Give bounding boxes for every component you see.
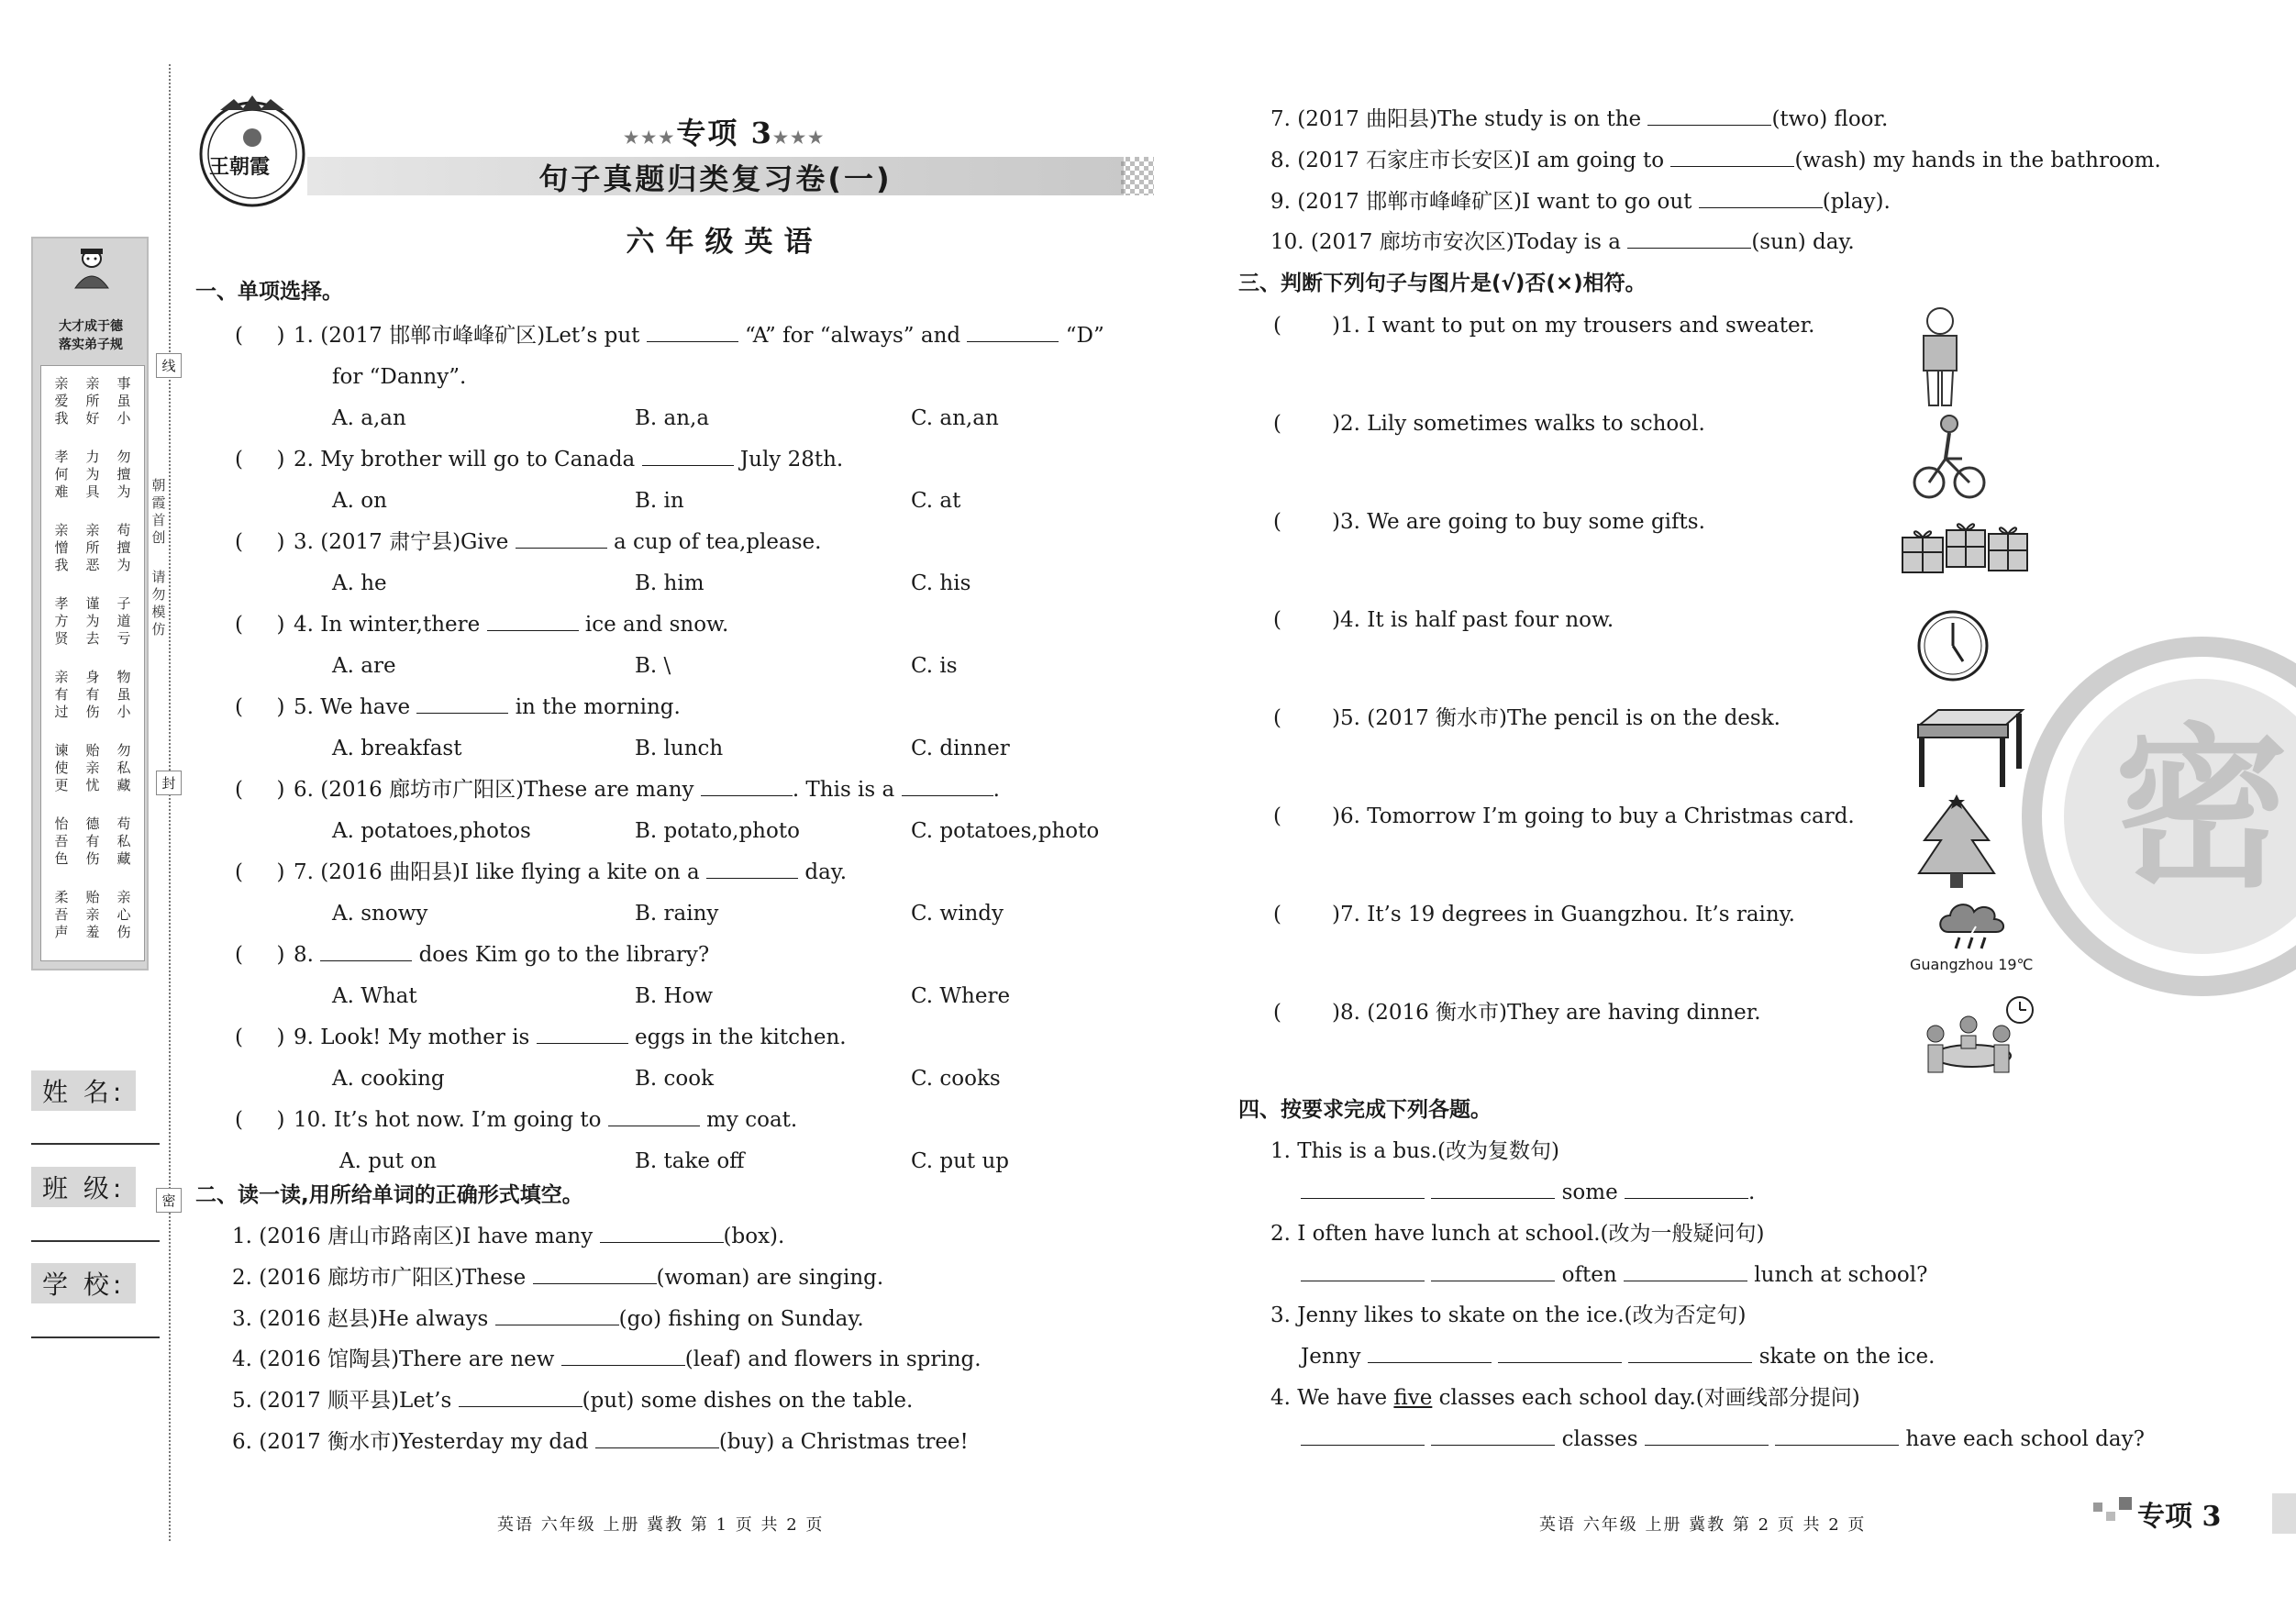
judgment-statement: )3. We are going to buy some gifts. <box>1332 510 1705 534</box>
answer-blank[interactable] <box>1624 1262 1747 1281</box>
class-label: 班 级: <box>31 1167 136 1207</box>
answer-line <box>1301 1425 2145 1453</box>
answer-blank[interactable] <box>647 323 738 342</box>
question-text: 7. (2016 曲阳县)I like flying a kite on a <box>294 860 700 884</box>
question-text: in the morning. <box>515 695 681 719</box>
judgment-bracket[interactable]: ( <box>1273 804 1281 828</box>
part4-heading: 四、按要求完成下列各题。 <box>1238 1098 1492 1122</box>
answer-option[interactable]: C. dinner <box>911 737 1010 760</box>
part2-heading: 二、读一读,用所给单词的正确形式填空。 <box>195 1183 583 1207</box>
judgment-statement: )1. I want to put on my trousers and sweater. <box>1332 314 1815 338</box>
item-text: (sun) day. <box>1751 230 1855 255</box>
proverb-column: 子 道 亏 <box>116 595 131 647</box>
item-text: 5. (2017 顺平县)Let’s <box>232 1389 452 1414</box>
answer-option[interactable]: C. is <box>911 654 958 678</box>
judgment-statement: )4. It is half past four now. <box>1332 608 1614 632</box>
answer-blank[interactable] <box>495 1306 619 1325</box>
answer-blank[interactable] <box>1647 106 1771 126</box>
answer-blank[interactable] <box>1498 1344 1622 1363</box>
answer-option[interactable]: B. an,a <box>635 406 710 430</box>
underlined-word: five <box>1393 1385 1433 1410</box>
answer-blank[interactable] <box>1431 1262 1555 1281</box>
answer-blank[interactable] <box>1627 229 1751 249</box>
answer-option[interactable]: B. How <box>635 984 714 1008</box>
question-stem <box>294 776 1000 804</box>
judgment-statement: )2. Lily sometimes walks to school. <box>1332 412 1705 436</box>
answer-blank[interactable] <box>459 1388 582 1407</box>
answer-blank[interactable] <box>967 323 1059 342</box>
proverb-column: 谏 使 更 <box>54 742 69 793</box>
answer-bracket[interactable]: ( ) <box>235 324 285 348</box>
margin-motto <box>37 317 145 354</box>
answer-option[interactable]: B. \ <box>635 654 671 678</box>
answer-bracket[interactable]: ( ) <box>235 943 285 967</box>
fill-in-item <box>1270 228 1855 256</box>
fold-label: 线 <box>156 353 182 378</box>
answer-option[interactable]: B. lunch <box>635 737 724 760</box>
answer-blank[interactable] <box>537 1025 628 1044</box>
answer-option[interactable]: A. What <box>332 984 417 1008</box>
answer-word: Jenny <box>1301 1345 1361 1369</box>
item-text: 1. (2016 唐山市路南区)I have many <box>232 1225 593 1248</box>
question-stem <box>294 528 821 556</box>
question-stem <box>294 1106 797 1134</box>
answer-word: have each school day? <box>1905 1426 2145 1451</box>
family-dinner-icon <box>1917 993 2036 1083</box>
question-text: July 28th. <box>739 448 844 471</box>
item-text: 6. (2017 衡水市)Yesterday my dad <box>232 1430 589 1454</box>
answer-word: lunch at school? <box>1754 1262 1928 1287</box>
judgment-statement: )8. (2016 衡水市)They are having dinner. <box>1332 1001 1761 1025</box>
answer-bracket[interactable]: ( ) <box>235 448 285 471</box>
paper-title: 句子真题归类复习卷(一) <box>538 161 893 196</box>
desk-icon <box>1911 706 2025 789</box>
answer-blank[interactable] <box>595 1429 719 1448</box>
question-continuation: for “Danny”. <box>332 365 467 389</box>
judgment-bracket[interactable]: ( <box>1273 903 1281 926</box>
answer-option[interactable]: C. cooks <box>911 1067 1001 1091</box>
judgment-bracket[interactable]: ( <box>1273 1001 1281 1025</box>
answer-blank[interactable] <box>487 612 579 631</box>
answer-word: often <box>1561 1262 1617 1287</box>
item-text: 3. (2016 赵县)He always <box>232 1306 489 1331</box>
proverb-column: 勿 私 藏 <box>116 742 131 793</box>
answer-option[interactable]: B. potato,photo <box>635 819 800 843</box>
bicycle-icon <box>1913 411 1986 503</box>
answer-option[interactable]: B. take off <box>635 1149 745 1173</box>
part3-heading: 三、判断下列句子与图片是(√)否(×)相符。 <box>1238 272 1647 295</box>
proverb-column: 亲 所 恶 <box>85 522 100 573</box>
answer-bracket[interactable]: ( ) <box>235 613 285 637</box>
motto-line: 落实弟子规 <box>59 338 123 352</box>
question-text: 4. In winter,there <box>294 613 481 637</box>
answer-blank[interactable] <box>1431 1426 1555 1446</box>
fill-in-item <box>232 1264 883 1292</box>
proverb-column: 孝 方 贤 <box>54 595 69 647</box>
answer-blank[interactable] <box>416 694 508 714</box>
answer-option[interactable]: B. in <box>635 489 684 513</box>
answer-blank[interactable] <box>533 1265 657 1284</box>
question-text: 8. <box>294 943 314 967</box>
answer-blank[interactable] <box>1628 1344 1752 1363</box>
name-field[interactable] <box>31 1143 160 1145</box>
rain-cloud-icon <box>1936 899 2018 956</box>
question-text: 3. Jenny likes to skate on the ice.(改为否定句) <box>1270 1303 1747 1327</box>
proverb-column: 谨 为 去 <box>85 595 100 647</box>
answer-blank[interactable] <box>561 1347 685 1366</box>
judgment-bracket[interactable]: ( <box>1273 510 1281 534</box>
question-text: 1. This is a bus.(改为复数句) <box>1270 1139 1559 1163</box>
answer-option[interactable]: C. potatoes,photo <box>911 819 1100 843</box>
question-text: classes each school day.(对画线部分提问) <box>1432 1385 1860 1410</box>
fill-in-item <box>232 1305 864 1333</box>
question-text: 3. (2017 肃宁县)Give <box>294 530 509 554</box>
question-stem <box>294 1024 847 1051</box>
question-stem <box>294 859 847 886</box>
fill-in-item <box>232 1346 982 1373</box>
christmas-tree-icon <box>1915 794 1998 891</box>
fold-line <box>169 64 171 1541</box>
question-text: 9. Look! My mother is <box>294 1026 530 1049</box>
secret-seal-icon <box>2018 633 2296 1000</box>
fill-in-item <box>232 1223 784 1250</box>
answer-blank[interactable] <box>516 529 607 549</box>
answer-word: classes <box>1561 1426 1638 1451</box>
answer-blank[interactable] <box>1301 1262 1425 1281</box>
answer-option[interactable]: C. windy <box>911 902 1004 926</box>
answer-blank[interactable] <box>1625 1180 1748 1199</box>
answer-option[interactable]: A. potatoes,photos <box>332 819 531 843</box>
answer-word: skate on the ice. <box>1758 1345 1936 1369</box>
fold-label: 密 <box>156 1188 182 1213</box>
answer-option[interactable]: C. at <box>911 489 961 513</box>
fill-in-item <box>1270 105 1888 133</box>
answer-option[interactable]: A. put on <box>339 1149 437 1173</box>
answer-blank[interactable] <box>1775 1426 1899 1446</box>
proverb-column: 亲 有 过 <box>54 669 69 720</box>
proverb-column: 亲 所 好 <box>85 375 100 427</box>
question-text: does Kim go to the library? <box>418 943 710 967</box>
answer-bracket[interactable]: ( ) <box>235 860 285 884</box>
answer-option[interactable]: C. Where <box>911 984 1011 1008</box>
answer-blank[interactable] <box>1645 1426 1769 1446</box>
judgment-statement: )5. (2017 衡水市)The pencil is on the desk. <box>1332 706 1780 730</box>
judgment-bracket[interactable]: ( <box>1273 706 1281 730</box>
item-text: (play). <box>1822 189 1891 214</box>
proverb-panel <box>40 365 145 961</box>
proverb-column: 苟 私 藏 <box>116 815 131 867</box>
proverb-column: 物 虽 小 <box>116 669 131 720</box>
proverb-column: 勿 擅 为 <box>116 449 131 500</box>
answer-line <box>1301 1261 1927 1289</box>
item-text: (go) fishing on Sunday. <box>618 1306 864 1331</box>
fill-in-item <box>232 1387 913 1414</box>
rewrite-question <box>1270 1302 1746 1329</box>
rewrite-question <box>1270 1384 1860 1412</box>
judgment-bracket[interactable]: ( <box>1273 314 1281 338</box>
answer-blank[interactable] <box>701 777 793 796</box>
proverb-column: 力 为 具 <box>85 449 100 500</box>
answer-option[interactable]: C. his <box>911 571 971 595</box>
item-text: 2. (2016 廊坊市广阳区)These <box>232 1265 527 1290</box>
question-text: . This is a <box>792 778 895 802</box>
answer-word: some <box>1561 1181 1618 1204</box>
answer-blank[interactable] <box>320 942 412 961</box>
answer-blank[interactable] <box>1670 148 1794 167</box>
item-text: (wash) my hands in the bathroom. <box>1794 148 2161 172</box>
scholar-avatar-icon <box>68 246 116 290</box>
school-field[interactable] <box>31 1336 160 1338</box>
answer-blank[interactable] <box>1699 189 1823 208</box>
rewrite-question <box>1270 1220 1765 1248</box>
answer-option[interactable]: A. are <box>332 654 396 678</box>
answer-blank[interactable] <box>608 1107 700 1126</box>
watermark-char: 密 <box>2113 708 2290 911</box>
footer-right: 英语 六年级 上册 冀教 第 2 页 共 2 页 <box>1539 1515 1867 1535</box>
answer-blank[interactable] <box>1301 1180 1425 1199</box>
fold-label: 封 <box>156 771 182 795</box>
question-text: . <box>993 778 1000 802</box>
paper-subtitle: 六年级英语 <box>626 226 824 259</box>
answer-option[interactable]: A. on <box>332 489 387 513</box>
proverb-column: 亲 憎 我 <box>54 522 69 573</box>
proverb-column: 贻 亲 羞 <box>85 889 100 940</box>
question-stem <box>294 941 709 969</box>
fill-in-item <box>1270 188 1891 216</box>
question-text: 1. (2017 邯郸市峰峰矿区)Let’s put <box>294 324 640 348</box>
judgment-statement: )6. Tomorrow I’m going to buy a Christmas card. <box>1332 804 1855 828</box>
boy-icon <box>1913 305 1968 410</box>
question-stem <box>294 693 681 721</box>
proverb-column: 孝 何 难 <box>54 449 69 500</box>
answer-bracket[interactable]: ( ) <box>235 1026 285 1049</box>
answer-blank[interactable] <box>1431 1180 1555 1199</box>
answer-option[interactable]: A. a,an <box>332 406 406 430</box>
answer-bracket[interactable]: ( ) <box>235 1108 285 1132</box>
answer-bracket[interactable]: ( ) <box>235 530 285 554</box>
judgment-statement: )7. It’s 19 degrees in Guangzhou. It’s rainy. <box>1332 903 1795 926</box>
rewrite-question <box>1270 1137 1559 1165</box>
question-text: 10. It’s hot now. I’m going to <box>294 1108 602 1132</box>
question-text: day. <box>804 860 848 884</box>
proverb-column: 事 虽 小 <box>116 375 131 427</box>
section-badge: ★★★专项 3★★★ <box>624 116 826 150</box>
proverb-column: 怡 吾 色 <box>54 815 69 867</box>
proverb-column: 柔 吾 声 <box>54 889 69 940</box>
question-text: ice and snow. <box>584 613 729 637</box>
question-text: 4. We have <box>1270 1385 1394 1410</box>
question-text: “D” <box>1065 324 1104 348</box>
ribbon-pattern <box>1121 157 1154 195</box>
question-stem <box>294 446 843 473</box>
answer-blank[interactable] <box>1301 1426 1425 1446</box>
item-text: 10. (2017 廊坊市安次区)Today is a <box>1270 230 1622 255</box>
question-text: my coat. <box>706 1108 798 1132</box>
question-text: 2. My brother will go to Canada <box>294 448 636 471</box>
item-text: 9. (2017 邯郸市峰峰矿区)I want to go out <box>1270 189 1692 214</box>
answer-blank[interactable] <box>1368 1344 1492 1363</box>
proverb-column: 德 有 伤 <box>85 815 100 867</box>
item-text: 7. (2017 曲阳县)The study is on the <box>1270 107 1642 131</box>
answer-bracket[interactable]: ( ) <box>235 695 285 719</box>
item-text: 8. (2017 石家庄市长安区)I am going to <box>1270 148 1665 172</box>
item-text: (leaf) and flowers in spring. <box>684 1347 982 1372</box>
item-text: (box). <box>723 1225 785 1248</box>
answer-option[interactable]: A. he <box>332 571 387 595</box>
item-text: (woman) are singing. <box>656 1265 884 1290</box>
answer-blank[interactable] <box>642 447 734 466</box>
footer-left: 英语 六年级 上册 冀教 第 1 页 共 2 页 <box>497 1515 825 1535</box>
judgment-bracket[interactable]: ( <box>1273 412 1281 436</box>
question-text: 6. (2016 廊坊市广阳区)These are many <box>294 778 694 802</box>
answer-blank[interactable] <box>706 859 798 879</box>
answer-word: . <box>1748 1181 1756 1204</box>
class-field[interactable] <box>31 1240 160 1242</box>
proverb-column: 苟 擅 为 <box>116 522 131 573</box>
question-stem <box>294 322 1104 349</box>
answer-blank[interactable] <box>902 777 993 796</box>
answer-line <box>1301 1343 1935 1370</box>
proverb-column: 身 有 伤 <box>85 669 100 720</box>
answer-option[interactable]: A. snowy <box>332 902 428 926</box>
proverb-column: 贻 亲 忧 <box>85 742 100 793</box>
item-text: (put) some dishes on the table. <box>582 1389 914 1414</box>
item-text: 4. (2016 馆陶县)There are new <box>232 1347 555 1372</box>
question-text: eggs in the kitchen. <box>634 1026 847 1049</box>
answer-option[interactable]: B. rainy <box>635 902 719 926</box>
vertical-note: 请 勿 模 仿 <box>151 569 166 638</box>
item-text: (buy) a Christmas tree! <box>718 1430 969 1454</box>
answer-option[interactable]: C. an,an <box>911 406 999 430</box>
answer-option[interactable]: C. put up <box>911 1149 1010 1173</box>
answer-option[interactable]: A. cooking <box>332 1067 445 1091</box>
school-label: 学 校: <box>31 1263 136 1303</box>
item-text: (two) floor. <box>1771 107 1889 131</box>
question-text: 2. I often have lunch at school.(改为一般疑问句) <box>1270 1221 1765 1246</box>
clock-icon <box>1915 608 1991 683</box>
answer-option[interactable]: B. him <box>635 571 704 595</box>
motto-line: 大才成于德 <box>59 319 123 334</box>
name-label: 姓 名: <box>31 1070 136 1111</box>
answer-blank[interactable] <box>600 1224 724 1243</box>
part1-heading: 一、单项选择。 <box>195 280 343 304</box>
question-text: “A” for “always” and <box>745 324 961 348</box>
judgment-bracket[interactable]: ( <box>1273 608 1281 632</box>
weather-caption: Guangzhou 19℃ <box>1910 956 2034 973</box>
gifts-icon <box>1899 512 2032 576</box>
margin-strip <box>31 237 149 970</box>
proverb-column: 亲 爱 我 <box>54 375 69 427</box>
fill-in-item <box>1270 147 2161 174</box>
answer-line <box>1301 1179 1755 1206</box>
proverb-column: 亲 心 伤 <box>116 889 131 940</box>
question-stem <box>294 611 728 638</box>
question-text: 5. We have <box>294 695 411 719</box>
fill-in-item <box>232 1428 969 1456</box>
question-text: a cup of tea,please. <box>614 530 822 554</box>
answer-option[interactable]: A. breakfast <box>332 737 462 760</box>
answer-bracket[interactable]: ( ) <box>235 778 285 802</box>
logo-text: 王朝霞 <box>209 155 271 179</box>
vertical-note: 朝 霞 首 创 <box>151 477 166 546</box>
badge-bottom-label: 专项 3 <box>2137 1501 2222 1533</box>
answer-option[interactable]: B. cook <box>635 1067 715 1091</box>
